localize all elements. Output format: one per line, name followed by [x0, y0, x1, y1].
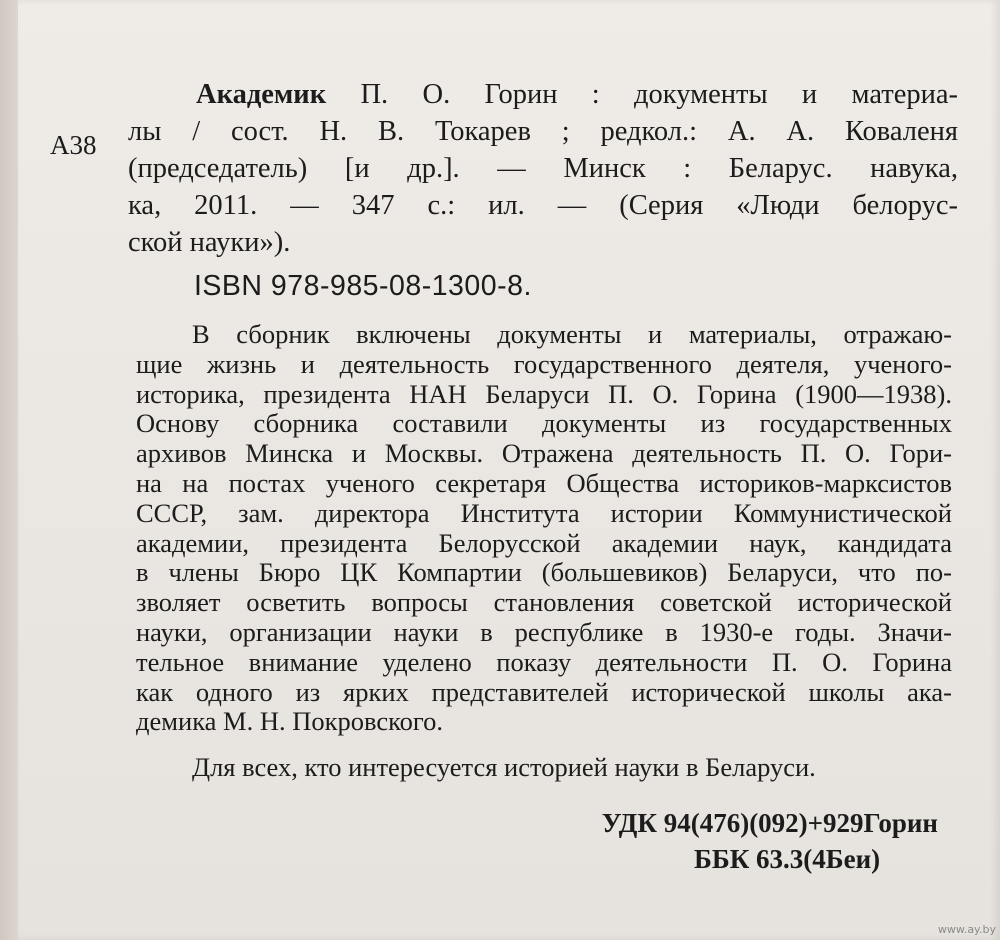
bib-line-2: лы / сост. Н. В. Токарев ; редкол.: А. А. Коваленя [128, 116, 958, 147]
abstract-line: тельное внимание уделено показу деятельности П. О. Горина [136, 646, 952, 677]
abstract-line: демика М. Н. Покровского. [136, 706, 444, 737]
abstract-line: щие жизнь и деятельность государственного деятеля, ученого- [136, 348, 952, 379]
abstract-line: историка, президента НАН Беларуси П. О. Горина (1900—1938). [136, 378, 952, 409]
isbn: ISBN 978-985-08-1300-8. [194, 270, 532, 302]
abstract-line: архивов Минска и Москвы. Отражена деятельность П. О. Гори- [136, 438, 952, 469]
abstract-line: зволяет осветить вопросы становления советской исторической [136, 587, 952, 618]
bibliographic-record [128, 76, 958, 261]
audience-note: Для всех, кто интересуется историей науки в Беларуси. [192, 752, 816, 782]
watermark: www.ay.by [937, 923, 996, 936]
bib-line-3: (председатель) [и др.]. — Минск : Беларус. навука, [128, 153, 958, 184]
abstract-line: В сборник включены документы и материалы, отражаю- [192, 319, 952, 349]
bib-line-1 [128, 76, 958, 113]
abstract [136, 320, 952, 737]
bib-title-bold: Академик [196, 79, 327, 110]
abstract-line: в члены Бюро ЦК Компартии (большевиков) Беларуси, что по- [136, 557, 952, 588]
abstract-line: СССР, зам. директора Института истории Коммунистической [136, 497, 952, 528]
bibliographic-code: А38 [50, 130, 97, 160]
abstract-line: как одного из ярких представителей исторической школы ака- [136, 676, 952, 707]
bbk-code: ББК 63.3(4Беи) [694, 844, 881, 874]
udk-code: УДК 94(476)(092)+929Горин [601, 808, 938, 838]
abstract-line: Основу сборника составили документы из государственных [136, 408, 952, 439]
bib-line-1-text: П. О. Горин : документы и материа- [326, 79, 958, 110]
bib-line-5: ской науки»). [128, 227, 291, 258]
page-gutter [0, 0, 18, 940]
abstract-line: академии, президента Белорусской академии наук, кандидата [136, 527, 952, 558]
book-page [18, 0, 1000, 940]
abstract-line: науки, организации науки в республике в 1930-е годы. Значи- [136, 616, 952, 647]
abstract-line: на на постах ученого секретаря Общества историков-марксистов [136, 467, 952, 498]
bib-line-4: ка, 2011. — 347 с.: ил. — (Серия «Люди белорус- [128, 190, 958, 221]
